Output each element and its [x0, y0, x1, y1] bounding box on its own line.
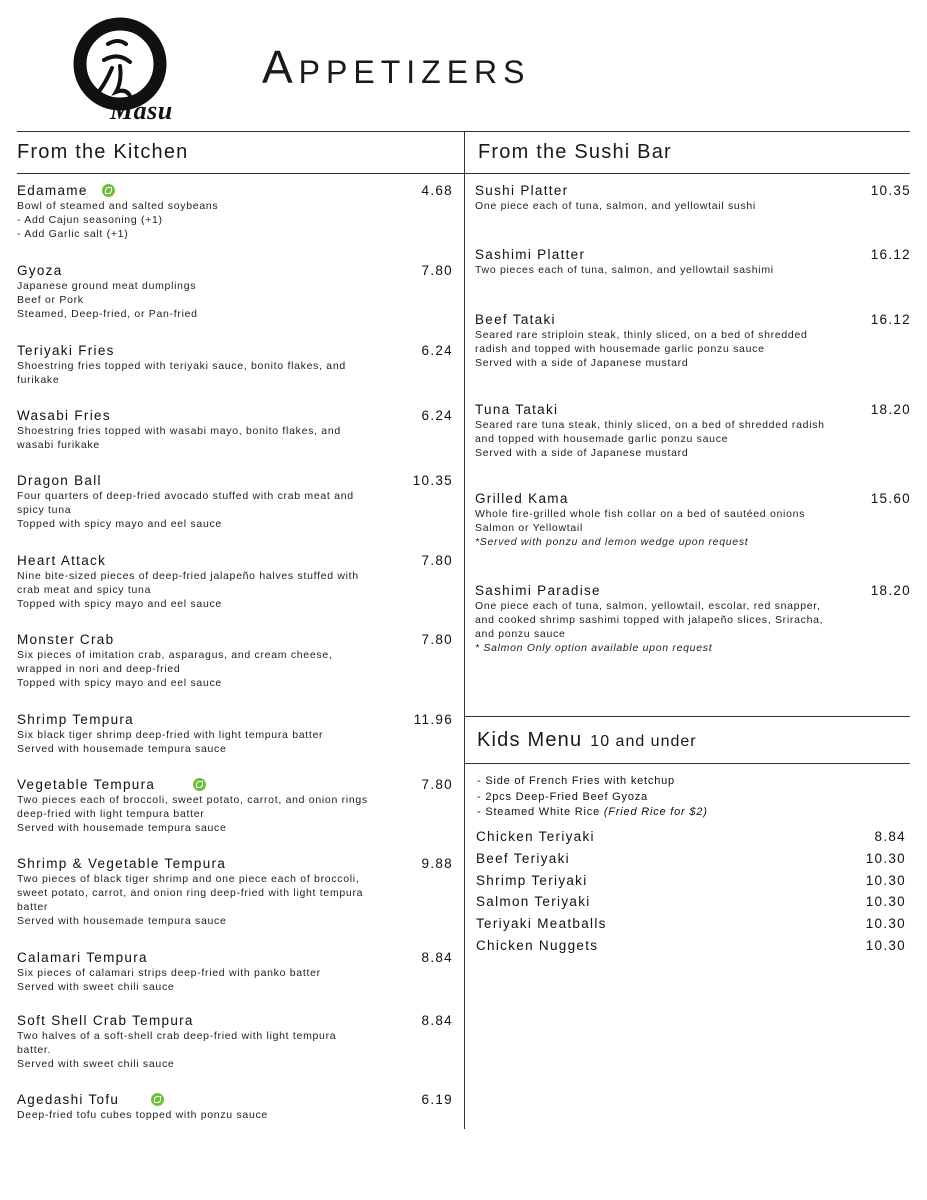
item-description: One piece each of tuna, salmon, yellowtail, escolar, red snapper, and cooked shrimp sashimi topped with jalapeño slices, Sriracha, and ponzu sauce * Salmon Only option available upon request	[475, 599, 911, 655]
item-description: Shoestring fries topped with teriyaki sauce, bonito flakes, and furikake	[17, 360, 346, 386]
list-item	[476, 851, 906, 873]
item-price: 8.84	[421, 950, 453, 965]
item-price: 10.30	[865, 872, 906, 888]
item-description: Seared rare tuna steak, thinly sliced, on a bed of shredded radish and topped with housemade garlic ponzu sauce Served with a side of Japanese mustard	[475, 419, 825, 459]
item-description: Six pieces of imitation crab, asparagus, and cream cheese, wrapped in nori and deep-fried Topped with spicy mayo and eel sauce	[17, 649, 333, 689]
kids-top-rule	[464, 716, 910, 717]
item-price: 10.30	[865, 850, 906, 866]
kids-section-title	[477, 729, 697, 752]
item-price: 10.35	[870, 183, 911, 198]
item-name: Teriyaki Fries	[17, 343, 115, 358]
item-price: 16.12	[870, 247, 911, 262]
item-price: 6.19	[421, 1092, 453, 1107]
item-price: 15.60	[870, 491, 911, 506]
item-price: 4.68	[421, 183, 453, 198]
item-name: Vegetable Tempura	[17, 777, 156, 792]
item-name: Shrimp & Vegetable Tempura	[17, 856, 227, 871]
item-description: Nine bite-sized pieces of deep-fried jalapeño halves stuffed with crab meat and spicy tuna Topped with spicy mayo and eel sauce	[17, 570, 359, 610]
item-name: Beef Tataki	[475, 312, 556, 327]
menu-item	[475, 491, 911, 549]
item-name: Chicken Teriyaki	[476, 829, 595, 844]
item-price: 6.24	[421, 343, 453, 358]
item-description: Bowl of steamed and salted soybeans - Add Cajun seasoning (+1) - Add Garlic salt (+1)	[17, 200, 219, 240]
menu-item	[475, 402, 911, 460]
vegetarian-leaf-icon	[102, 184, 115, 197]
item-description: Two pieces each of tuna, salmon, and yellowtail sashimi	[475, 264, 774, 276]
item-description: Six pieces of calamari strips deep-fried with panko batter Served with sweet chili sauce	[17, 967, 321, 993]
item-name: Monster Crab	[17, 632, 115, 647]
menu-item	[17, 1013, 453, 1071]
menu-item	[475, 247, 911, 277]
item-name: Chicken Nuggets	[476, 937, 599, 953]
section-rule-right	[464, 173, 910, 174]
item-price: 6.24	[421, 408, 453, 423]
item-note: * Salmon Only option available upon request	[475, 642, 713, 654]
item-name: Beef Teriyaki	[476, 850, 570, 866]
menu-item	[17, 408, 453, 452]
item-name: Teriyaki Meatballs	[476, 916, 607, 932]
item-description: Deep-fried tofu cubes topped with ponzu sauce	[17, 1109, 268, 1121]
kids-title: Kids Menu	[477, 729, 583, 751]
rice-upgrade-note: (Fried Rice for $2)	[603, 806, 708, 818]
menu-item	[17, 183, 453, 241]
item-name: Dragon Ball	[17, 473, 102, 488]
item-price: 10.30	[865, 916, 906, 932]
item-price: 9.88	[421, 856, 453, 871]
item-description: Japanese ground meat dumplings Beef or Pork Steamed, Deep-fried, or Pan-fried	[17, 280, 198, 320]
item-description: Six black tiger shrimp deep-fried with light tempura batter Served with housemade tempura sauce	[17, 729, 324, 755]
menu-item	[17, 856, 453, 928]
item-price: 18.20	[870, 583, 911, 598]
item-name: Shrimp Tempura	[17, 712, 134, 727]
section-rule-left	[17, 173, 464, 174]
list-item	[476, 938, 906, 960]
item-price: 8.84	[874, 829, 906, 844]
item-note: *Served with ponzu and lemon wedge upon request	[475, 536, 749, 548]
menu-item	[17, 553, 453, 611]
kids-bottom-rule	[464, 763, 910, 764]
item-price: 16.12	[870, 312, 911, 327]
kitchen-section-title: From the Kitchen	[17, 141, 189, 163]
item-price: 8.84	[421, 1013, 453, 1028]
menu-item	[17, 777, 453, 835]
item-name: Grilled Kama	[475, 491, 569, 506]
item-description: Two pieces each of broccoli, sweet potato, carrot, and onion rings deep-fried with light tempura batter Served with housemade tempura sauce	[17, 794, 368, 834]
page-title: Appetizers	[262, 41, 531, 93]
item-name: Sashimi Platter	[475, 247, 586, 262]
item-name: Agedashi Tofu	[17, 1092, 120, 1107]
menu-item	[17, 712, 453, 756]
item-name: Gyoza	[17, 263, 63, 278]
item-price: 7.80	[421, 553, 453, 568]
menu-item	[475, 583, 911, 655]
list-item	[476, 894, 906, 916]
item-name: Tuna Tataki	[475, 402, 559, 417]
kids-included-notes: - Side of French Fries with ketchup - 2pcs Deep-Fried Beef Gyoza - Steamed White Rice (Fried Rice for $2)	[477, 775, 708, 818]
item-description: Shoestring fries topped with wasabi mayo, bonito flakes, and wasabi furikake	[17, 425, 341, 451]
item-name: Salmon Teriyaki	[476, 894, 591, 910]
menu-item	[17, 263, 453, 321]
item-name: Sashimi Paradise	[475, 583, 601, 598]
item-name: Wasabi Fries	[17, 408, 111, 423]
item-name: Sushi Platter	[475, 183, 569, 198]
item-price: 11.96	[413, 712, 453, 727]
menu-item	[475, 312, 911, 370]
item-description: Two pieces of black tiger shrimp and one piece each of broccoli, sweet potato, carrot, and onion ring deep-fried with light tempura batter Served with housemade tempura sauce	[17, 873, 364, 927]
item-price: 7.80	[421, 777, 453, 792]
item-price: 10.30	[865, 894, 906, 910]
sushi-section-title: From the Sushi Bar	[478, 141, 672, 163]
logo-wordmark: Masu	[110, 96, 173, 125]
item-description: Seared rare striploin steak, thinly sliced, on a bed of shredded radish and topped with housemade garlic ponzu sauce Served with a side of Japanese mustard	[475, 329, 808, 369]
item-name: Soft Shell Crab Tempura	[17, 1013, 194, 1028]
item-name: Calamari Tempura	[17, 950, 148, 965]
kids-subtitle: 10 and under	[590, 733, 697, 750]
vegetarian-leaf-icon	[151, 1093, 164, 1106]
item-price: 18.20	[870, 402, 911, 417]
item-description: Two halves of a soft-shell crab deep-fried with light tempura batter. Served with sweet chili sauce	[17, 1030, 337, 1070]
item-description: Whole fire-grilled whole fish collar on a bed of sautéed onions Salmon or Yellowtail *Served with ponzu and lemon wedge upon request	[475, 507, 911, 549]
list-item	[476, 916, 906, 938]
item-price: 10.30	[865, 937, 906, 953]
menu-item	[17, 1092, 453, 1122]
menu-item	[475, 183, 911, 213]
item-price: 10.35	[412, 473, 453, 488]
item-name: Heart Attack	[17, 553, 107, 568]
item-description: Four quarters of deep-fried avocado stuffed with crab meat and spicy tuna Topped with spicy mayo and eel sauce	[17, 490, 354, 530]
menu-item	[17, 950, 453, 994]
item-name: Edamame	[17, 183, 88, 198]
kids-menu-list	[476, 829, 906, 960]
menu-item	[17, 473, 453, 531]
item-name: Shrimp Teriyaki	[476, 872, 588, 888]
menu-item	[17, 343, 453, 387]
item-price: 7.80	[421, 632, 453, 647]
column-divider	[464, 131, 465, 1129]
vegetarian-leaf-icon	[193, 778, 206, 791]
list-item	[476, 873, 906, 895]
list-item	[476, 829, 906, 851]
menu-item	[17, 632, 453, 690]
item-description: One piece each of tuna, salmon, and yellowtail sushi	[475, 200, 756, 212]
item-price: 7.80	[421, 263, 453, 278]
